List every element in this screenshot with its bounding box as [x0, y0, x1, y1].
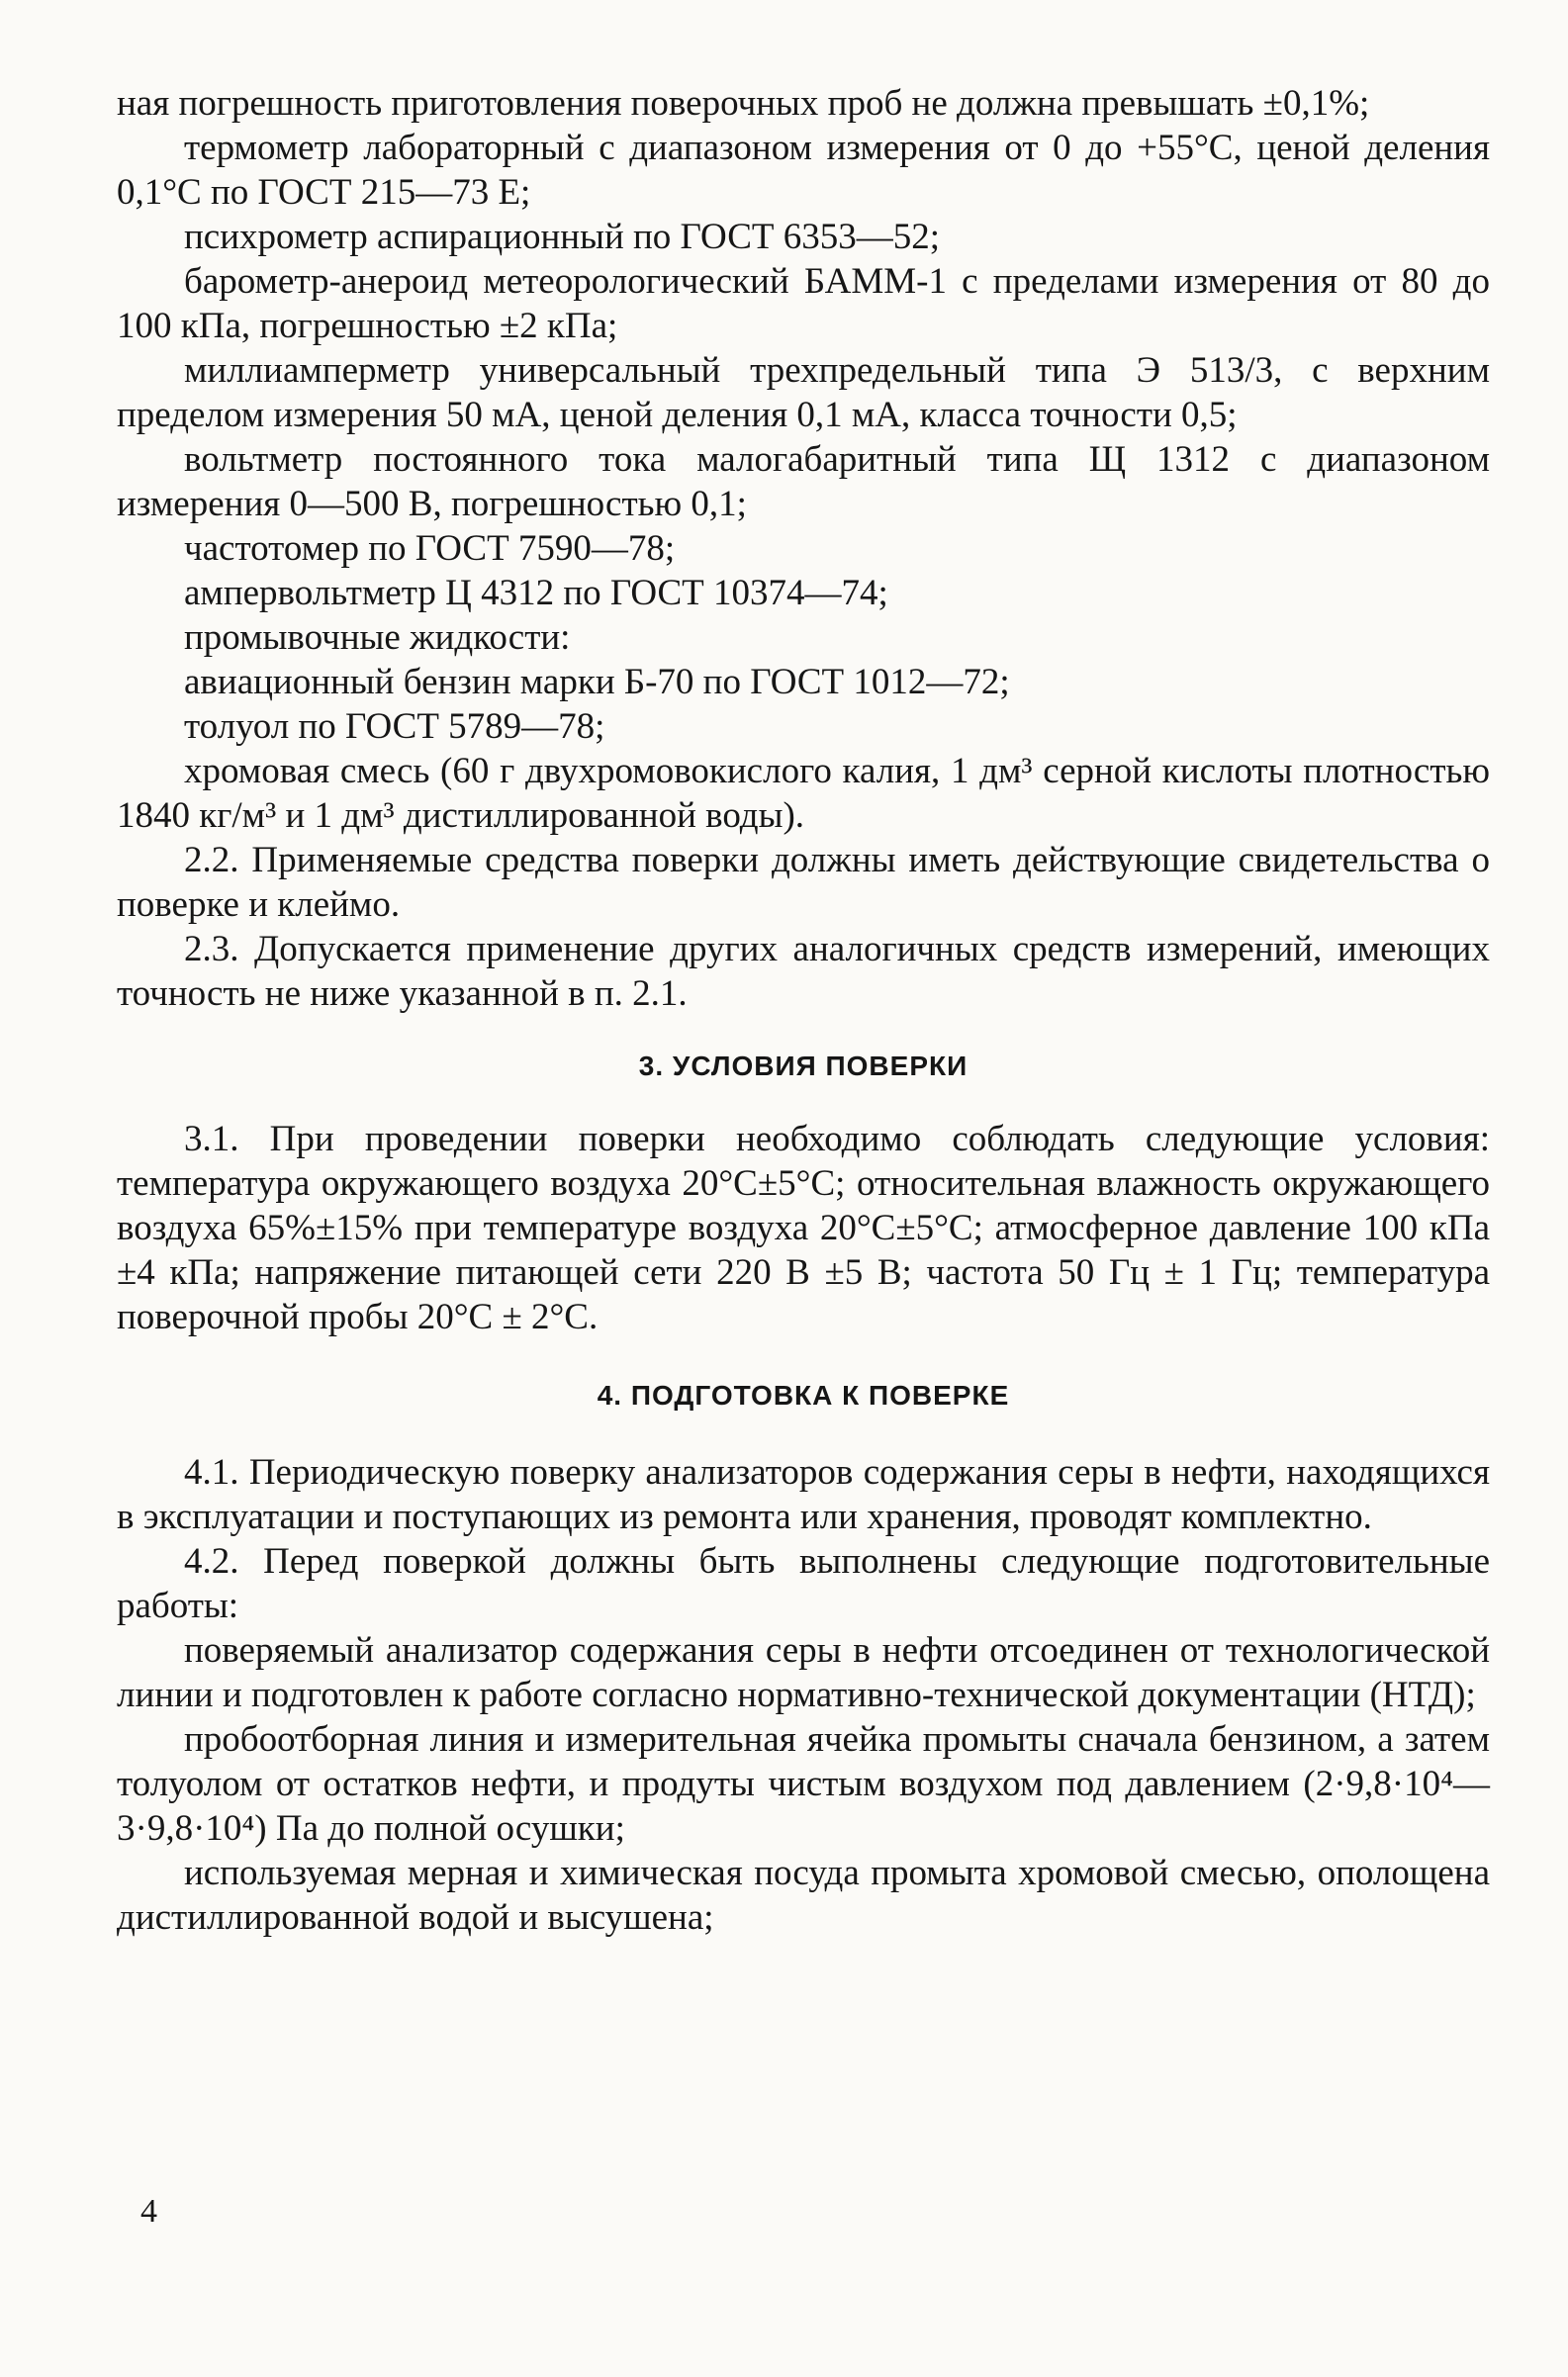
- paragraph-4-2: 4.2. Перед поверкой должны быть выполнены следующие подготовительные работы:: [117, 1541, 1490, 1626]
- paragraph-ampere-voltmeter: ампервольтметр Ц 4312 по ГОСТ 10374—74;: [184, 573, 888, 613]
- paragraph-glassware-washed: используемая мерная и химическая посуда промыта хромовой смесью, ополощена дистиллированной водой и высушена;: [117, 1853, 1490, 1938]
- paragraph-washing-liquids: промывочные жидкости:: [184, 617, 571, 658]
- paragraph-toluene: толуол по ГОСТ 5789—78;: [184, 706, 605, 747]
- section-4-heading: 4. ПОДГОТОВКА К ПОВЕРКЕ: [597, 1380, 1010, 1411]
- paragraph-chromic-mixture: хромовая смесь (60 г двухромовокислого калия, 1 дм³ серной кислоты плотностью 1840 кг/м³ и 1 дм³ дистиллированной воды).: [117, 751, 1490, 836]
- paragraph-sampling-line-washed: пробоотборная линия и измерительная ячейка промыты сначала бензином, а затем толуолом от остатков нефти, и продуты чистым воздухом под давлением (2·9,8·10⁴—3·9,8·10⁴) Па до полной осушки;: [117, 1719, 1490, 1849]
- paragraph-2-3: 2.3. Допускается применение других аналогичных средств измерений, имеющих точность не ниже указанной в п. 2.1.: [117, 929, 1490, 1014]
- paragraph-barometer: барометр-анероид метеорологический БАММ-1 с пределами измерения от 80 до 100 кПа, погрешностью ±2 кПа;: [117, 261, 1490, 346]
- section-3: [117, 1117, 1490, 1339]
- section-4: [117, 1450, 1490, 1940]
- paragraph-psychrometer: психрометр аспирационный по ГОСТ 6353—52;: [184, 217, 941, 257]
- paragraph-frequency-meter: частотомер по ГОСТ 7590—78;: [184, 528, 676, 569]
- paragraph-milliammeter: миллиамперметр универсальный трехпредельный типа Э 513/3, с верхним пределом измерения 50 мА, ценой деления 0,1 мА, класса точности 0,5;: [117, 350, 1490, 435]
- page-number: 4: [140, 2193, 157, 2230]
- paragraph-4-1: 4.1. Периодическую поверку анализаторов содержания серы в нефти, находящихся в эксплуатации и поступающих из ремонта или хранения, проводят комплектно.: [117, 1452, 1490, 1537]
- paragraph-sample-error: ная погрешность приготовления поверочных проб не должна превышать ±0,1%;: [117, 83, 1370, 124]
- page-body: [117, 81, 1490, 1940]
- paragraph-thermometer: термометр лабораторный с диапазоном измерения от 0 до +55°С, ценой деления 0,1°С по ГОСТ 215—73 Е;: [117, 128, 1490, 213]
- section-2-continued: [117, 81, 1490, 1016]
- section-3-heading: 3. УСЛОВИЯ ПОВЕРКИ: [638, 1051, 968, 1081]
- paragraph-analyzer-disconnected: поверяемый анализатор содержания серы в нефти отсоединен от технологической линии и подготовлен к работе согласно нормативно-технической документации (НТД);: [117, 1630, 1490, 1715]
- paragraph-3-1: 3.1. При проведении поверки необходимо соблюдать следующие условия: температура окружающего воздуха 20°С±5°С; относительная влажность окружающего воздуха 65%±15% при температуре воздуха 20°С±5°С; атмосферное давление 100 кПа ±4 кПа; напряжение питающей сети 220 В ±5 В; частота 50 Гц ± 1 Гц; температура поверочной пробы 20°С ± 2°С.: [117, 1119, 1490, 1337]
- paragraph-gasoline: авиационный бензин марки Б-70 по ГОСТ 1012—72;: [184, 662, 1010, 702]
- paragraph-voltmeter: вольтметр постоянного тока малогабаритный типа Щ 1312 с диапазоном измерения 0—500 В, погрешностью 0,1;: [117, 439, 1490, 524]
- paragraph-2-2: 2.2. Применяемые средства поверки должны иметь действующие свидетельства о поверке и клеймо.: [117, 840, 1490, 925]
